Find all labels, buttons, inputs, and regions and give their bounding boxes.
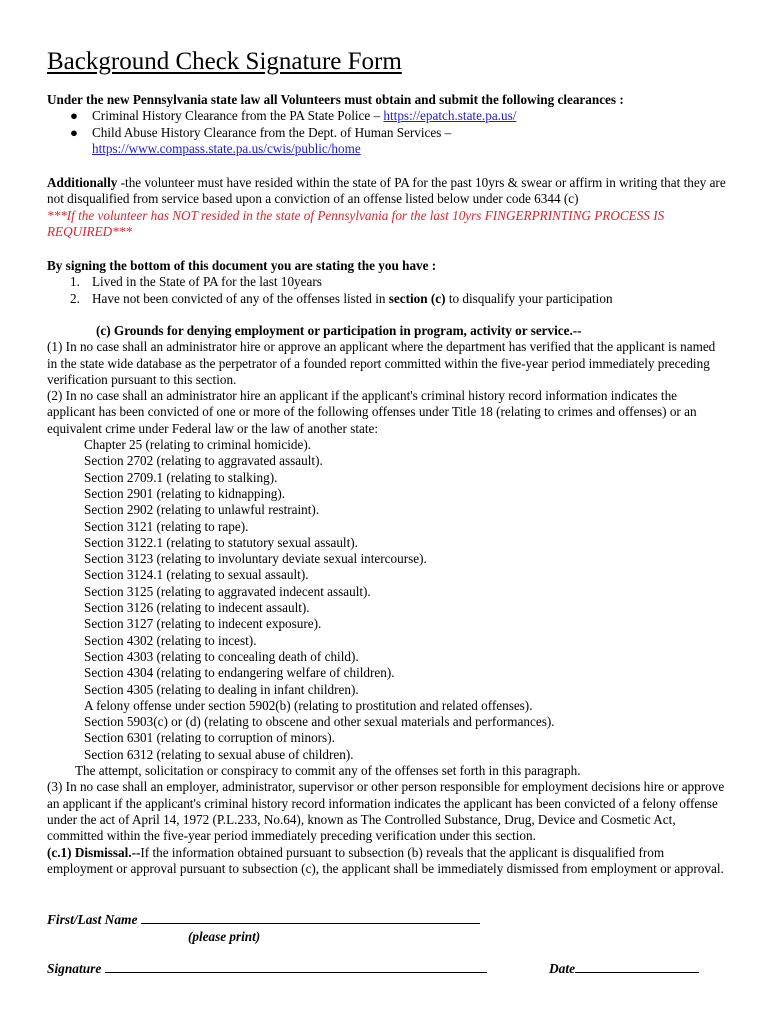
offense-item: Section 3124.1 (relating to sexual assault). bbox=[84, 567, 309, 583]
signing-section bbox=[47, 258, 727, 307]
offense-item: Section 3122.1 (relating to statutory sexual assault). bbox=[84, 534, 358, 550]
offense-item: Section 2702 (relating to aggravated assault). bbox=[84, 453, 323, 469]
offense-item: Section 2709.1 (relating to stalking). bbox=[84, 469, 278, 485]
signature-row bbox=[47, 960, 487, 977]
offense-item: Section 3123 (relating to involuntary deviate sexual intercourse). bbox=[84, 551, 427, 567]
dismissal-label: (c.1) Dismissal.-- bbox=[47, 844, 141, 860]
name-label: First/Last Name bbox=[47, 912, 141, 927]
grounds-section bbox=[47, 323, 727, 877]
offense-item: Chapter 25 (relating to criminal homicide). bbox=[84, 437, 312, 453]
date-field[interactable] bbox=[575, 960, 699, 973]
attempt-clause: The attempt, solicitation or conspiracy to commit any of the offenses set forth in this paragraph. bbox=[75, 763, 581, 779]
name-row bbox=[47, 911, 480, 928]
signature-label: Signature bbox=[47, 961, 105, 976]
dismissal-text: If the information obtained pursuant to subsection (b) reveals that the applicant is disqualified from employment or approval pursuant to subsection (c), the applicant shall be immediately dismissed from employment or approval. bbox=[47, 844, 724, 876]
fingerprinting-warning: ***If the volunteer has NOT resided in the state of Pennsylvania for the last 10yrs FINGERPRINTING PROCESS IS REQUIRED*** bbox=[47, 207, 665, 239]
offense-item: Section 4302 (relating to incest). bbox=[84, 632, 257, 648]
signing-heading: By signing the bottom of this document you are stating the you have : bbox=[47, 258, 437, 273]
name-field[interactable] bbox=[141, 911, 480, 924]
offense-item: Section 6301 (relating to corruption of minors). bbox=[84, 730, 335, 746]
dismissal-paragraph bbox=[47, 845, 727, 878]
date-row bbox=[549, 960, 699, 977]
clearance-item-criminal: ● Criminal History Clearance from the PA State Police – https://epatch.state.pa.us/ bbox=[70, 108, 517, 124]
grounds-heading: (c) Grounds for denying employment or participation in program, activity or service.-- bbox=[96, 323, 582, 338]
signature-field[interactable] bbox=[105, 960, 487, 973]
offense-item: Section 4303 (relating to concealing death of child). bbox=[84, 648, 359, 664]
additionally-label: Additionally bbox=[47, 175, 118, 190]
offense-item: Section 3127 (relating to indecent exposure). bbox=[84, 616, 322, 632]
bullet-icon: ● bbox=[70, 108, 78, 124]
offense-item: Section 3121 (relating to rape). bbox=[84, 518, 249, 534]
statement-item: 1. Lived in the State of PA for the last 10years bbox=[70, 274, 322, 290]
offense-item: Section 6312 (relating to sexual abuse of children). bbox=[84, 746, 354, 762]
epatch-link[interactable]: https://epatch.state.pa.us/ bbox=[383, 108, 517, 124]
clearance-list bbox=[47, 108, 727, 157]
paragraph-1: (1) In no case shall an administrator hire or approve an applicant where the department has verified that the applicant is named in the state wide database as the perpetrator of a founded report committed within the five-year period immediately preceding verification pursuant to this section. bbox=[47, 339, 716, 387]
statement-list bbox=[47, 274, 727, 307]
offense-item: Section 2902 (relating to unlawful restraint). bbox=[84, 502, 320, 518]
offense-list bbox=[47, 437, 727, 763]
paragraph-3: (3) In no case shall an employer, administrator, supervisor or other person responsible for employment decisions hire or approve an applicant if the applicant's criminal history record information indicates the applicant has been convicted of a felony offense under the act of April 14, 1972 (P.L.233, No.64), known as The Controlled Substance, Drug, Device and Cosmetic Act, committed within the five-year period immediately preceding verification under this section. bbox=[47, 779, 725, 844]
offense-item: A felony offense under section 5902(b) (relating to prostitution and related offenses). bbox=[84, 697, 533, 713]
additionally-section bbox=[47, 175, 727, 240]
offense-item: Section 4305 (relating to dealing in infant children). bbox=[84, 681, 359, 697]
intro-section bbox=[47, 92, 727, 157]
offense-item: Section 5903(c) or (d) (relating to obscene and other sexual materials and performances). bbox=[84, 714, 555, 730]
date-label: Date bbox=[549, 961, 576, 976]
compass-link[interactable]: https://www.compass.state.pa.us/cwis/public/home bbox=[92, 140, 361, 156]
offense-item: Section 3126 (relating to indecent assault). bbox=[84, 600, 310, 616]
form-title: Background Check Signature Form bbox=[47, 48, 402, 75]
additionally-text: -the volunteer must have resided within the state of PA for the past 10yrs & swear or affirm in writing that they are not disqualified from service based upon a conviction of an offense listed below under code 6344 (c) bbox=[47, 175, 726, 207]
clearance-item-child-abuse: ● Child Abuse History Clearance from the Dept. of Human Services – https://www.compass.state.pa.us/cwis/public/home bbox=[70, 124, 452, 156]
intro-text: Under the new Pennsylvania state law all Volunteers must obtain and submit the following clearances : bbox=[47, 92, 624, 107]
print-note: (please print) bbox=[188, 929, 261, 944]
paragraph-2: (2) In no case shall an administrator hire an applicant if the applicant's criminal history record information indicates the applicant has been convicted of one or more of the following offenses under Title 18 (relating to crimes and offenses) or an equivalent crime under Federal law or the law of another state: bbox=[47, 388, 697, 436]
offense-item: Section 4304 (relating to endangering welfare of children). bbox=[84, 665, 395, 681]
offense-item: Section 2901 (relating to kidnapping). bbox=[84, 485, 286, 501]
statement-item: 2. Have not been convicted of any of the offenses listed in section (c) to disqualify your participation bbox=[70, 290, 613, 306]
bullet-icon: ● bbox=[70, 124, 78, 140]
offense-item: Section 3125 (relating to aggravated indecent assault). bbox=[84, 583, 371, 599]
